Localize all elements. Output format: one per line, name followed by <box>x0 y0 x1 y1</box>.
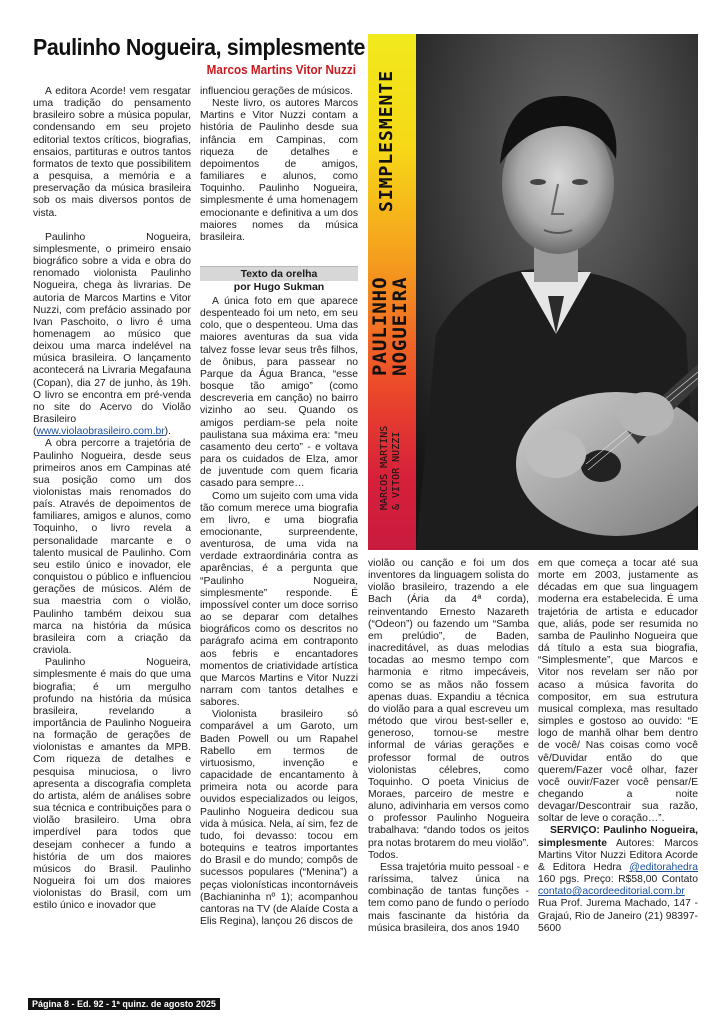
book-cover <box>368 34 698 550</box>
paragraph: Como um sujeito com uma vida tão comum merece uma biografia em livro, e uma biografia emocionante, surpreendente, aventurosa, de uma vida na verdade extraordinária contra as aparências, é a pergunta que “Paulinho Nogueira, simplesmente” responde. É impossível conter um doce sorriso ao se deparar com detalhes biográficos como os descritos no parágrafo acima em contraponto aos febris e encantadores momentos de criatividade artística que Marcos Martins e Vitor Nuzzi narram com tantos detalhes e sabores. <box>200 490 358 709</box>
article-byline: Marcos Martins Vitor Nuzzi <box>206 62 356 77</box>
column-4 <box>538 558 698 935</box>
paragraph: violão ou canção e foi um dos inventores da linguagem solista do violão brasileiro, trazendo a ele Bach (Ária da 4ª corda), reinventando Ernesto Nazareth (“Odeon”) ou fazendo um “Samba em prelúdio”, de Baden, inacreditável, as duas melodias tocadas ao mesmo tempo com harmonia e ritmo impecáveis, como se as mãos não fossem apenas duas. Expandiu a técnica do violão para a qual escreveu um método que virou best-seller e, generoso, tornou-se mestre informal de várias gerações e professor formal de outros violonistas célebres, como Toquinho. O poeta Vinicius de Moraes, parceiro de mestre e aluno, adivinharia em versos como o professor Paulinho Nogueira trabalhava: “dando todos os jeitos pra notas brotarem do meu violão”. Todos. <box>368 558 529 861</box>
column-2-bottom <box>200 296 358 928</box>
cover-subtitle: SIMPLESMENTE <box>376 69 397 212</box>
cover-name-line1: PAULINHO <box>369 276 391 376</box>
cover-color-strip <box>368 34 416 550</box>
cover-authors-line2: & VITOR NUZZI <box>391 431 402 510</box>
paragraph: Neste livro, os autores Marcos Martins e Vitor Nuzzi contam a história de Paulinho desde sua infância em Campinas, com riqueza de detalhes e depoimentos de amigos, familiares e alunos, como Toquinho. Paulinho Nogueira, simplesmente é uma homenagem emocionante e definitiva a um dos maiores nomes da música brasileira. <box>200 98 358 243</box>
column-1 <box>33 86 191 912</box>
guitarist-photo <box>416 34 698 550</box>
paragraph: A editora Acorde! vem resgatar uma tradição do pensamento brasileiro sobre a música popular, condensando em seu projeto editorial textos críticos, biografias, ensaios, partituras e outros tantos formatos de texto que possibilitem a pesquisa, a memória e a preservação da música brasileira sob os mais diversos pontos de vista. <box>33 86 191 219</box>
servico-paragraph: SERVIÇO: Paulinho Nogueira, simplesmente Autores: Marcos Martins Vitor Nuzzi Editora Acorde & Editora Hedra @editorahedra 160 pgs. Preço: R$58,00 Contato contato@acordeeditorial.com.br Rua Prof. Jurema Machado, 147 - Grajaú, Rio de Janeiro (21) 98397-5600 <box>538 825 698 934</box>
paragraph: em que começa a tocar até sua morte em 2003, justamente as décadas em que sua linguagem moderna era estabelecida. É uma trajetória de artista e educador que, aliás, pode ser resumida no samba de Paulinho Nogueira que dá título a esta sua biografia, “Simplesmente”, que Marcos e Vitor nos revelam ser não por acaso a música favorita do compositor, em sua estrutura musical complexa, mas resultado simples e gostoso ao ouvido: “E logo de manhã olhar bem dentro de você/ Nas coisas como você vê/Duvidar então do que querem/Fazer você olhar, fazer você ouvir/Fazer você pensar/E chegando a noite devagar/Descontrair sua razão, soltar de leve o coração…”. <box>538 558 698 825</box>
paragraph: influenciou gerações de músicos. <box>200 86 353 97</box>
contact-email-link[interactable]: contato@acordeeditorial.com.br <box>538 886 685 898</box>
article-title: Paulinho Nogueira, simplesmente <box>33 34 365 60</box>
ear-author: por Hugo Sukman <box>233 281 325 293</box>
column-3 <box>368 558 529 935</box>
cover-name-line2: NOGUEIRA <box>389 276 411 376</box>
paragraph: Essa trajetória muito pessoal - e raríssima, talvez única na combinação de tantas funções - tem como pano de fundo o período mais fascinante da história da música brasileira, dos anos 1940 <box>368 861 530 934</box>
acervo-link[interactable]: www.violaobrasileiro.com.br <box>36 426 165 438</box>
paragraph: Violonista brasileiro só comparável a um Garoto, um Baden Powell ou um Rapahel Rabello em termos de virtuosismo, invenção e capacidade de encantamento à primeira nota ou acorde para ouvidos especializados ou leigos, Paulinho Nogueira dedicou sua vida à música. Nela, aí sim, fez de tudo, foi devasso: tocou em botequins e teatros importantes do Brasil e do mundo; compôs de sucessos populares (“Menina”) a peças violonísticas incontornáveis (Bachianinha nº 1); acompanhou cantoras na TV (de Alaíde Costa a Elis Regina), lançou 26 discos de <box>200 709 358 927</box>
hedra-link[interactable]: @editorahedra <box>629 861 698 873</box>
cover-authors-line1: MARCOS MARTINS <box>379 425 390 510</box>
paragraph: A obra percorre a trajetória de Paulinho Nogueira, desde seus primeiros anos em Campinas até sua posição como um dos violonistas mais renomados do país. Através de depoimentos de familiares, amigos e alunos, como Toquinho, o livro revela a personalidade marcante e o talento musical de Paulinho. Com seu estilo único e inovador, ele conquistou o público e influenciou gerações de músicos. Além de sua maestria com o violão, Paulinho também deixou sua marca na história da música brasileira com a criação da craviola. <box>33 438 191 657</box>
column-2-top <box>200 86 358 244</box>
paragraph: Paulinho Nogueira, simplesmente é mais do que uma biografia; é um mergulho profundo na história da música brasileira, revelando a importância de Paulinho Nogueira na formação de gerações de violonistas e amantes da MPB. Com riqueza de detalhes e pesquisa minuciosa, o livro apresenta a discografia completa do artista, além de análises sobre sua técnica e contribuições para o violão brasileiro. Uma obra imperdível para todos que desejam conhecer a fundo a história de um dos maiores músicos do Brasil. Paulinho Nogueira foi um dos maiores violonistas do Brasil, com um estilo único e inovador que <box>33 657 191 912</box>
cover-photo <box>416 34 698 550</box>
paragraph: Paulinho Nogueira, simplesmente, o primeiro ensaio biográfico sobre a vida e obra do renomado violonista Paulinho Nogueira, chega às livrarias. De autoria de Marcos Martins e Vitor Nuzzi, com prefácio assinado por Ivan Paschoito, o livro é uma homenagem ao músico que deixou uma marca indelével na música brasileira. O lançamento acontecerá na Livraria Megafauna (Copan), dia 27 de junho, às 19h. O livro se encontra em pré-venda no site do Acervo do Violão Brasileiro (www.violaobrasileiro.com.br). <box>33 231 191 438</box>
ear-heading: Texto da orelha <box>200 266 358 281</box>
servico-label: SERVIÇO: Paulinho Nogueira, simplesmente <box>538 825 698 849</box>
paragraph: A única foto em que aparece despenteado foi um neto, em seu colo, que o despenteou. Uma das maiores aventuras da sua vida talvez fosse levar seus três filhos, de ônibus, para passear no Parque da Água Branca, “esse bosque tão amigo” (como descreveria em canção) no bairro vizinho ao seu. Quando os amigos perdiam-se pela noite paulistana sua máxima era: “meu casamento deu certo” - e voltava para os cuidados de Elza, amor de juventude com quem ficaria casado para sempre… <box>200 296 358 490</box>
page-footer: Página 8 - Ed. 92 - 1ª quinz. de agosto 2025 <box>28 998 220 1010</box>
